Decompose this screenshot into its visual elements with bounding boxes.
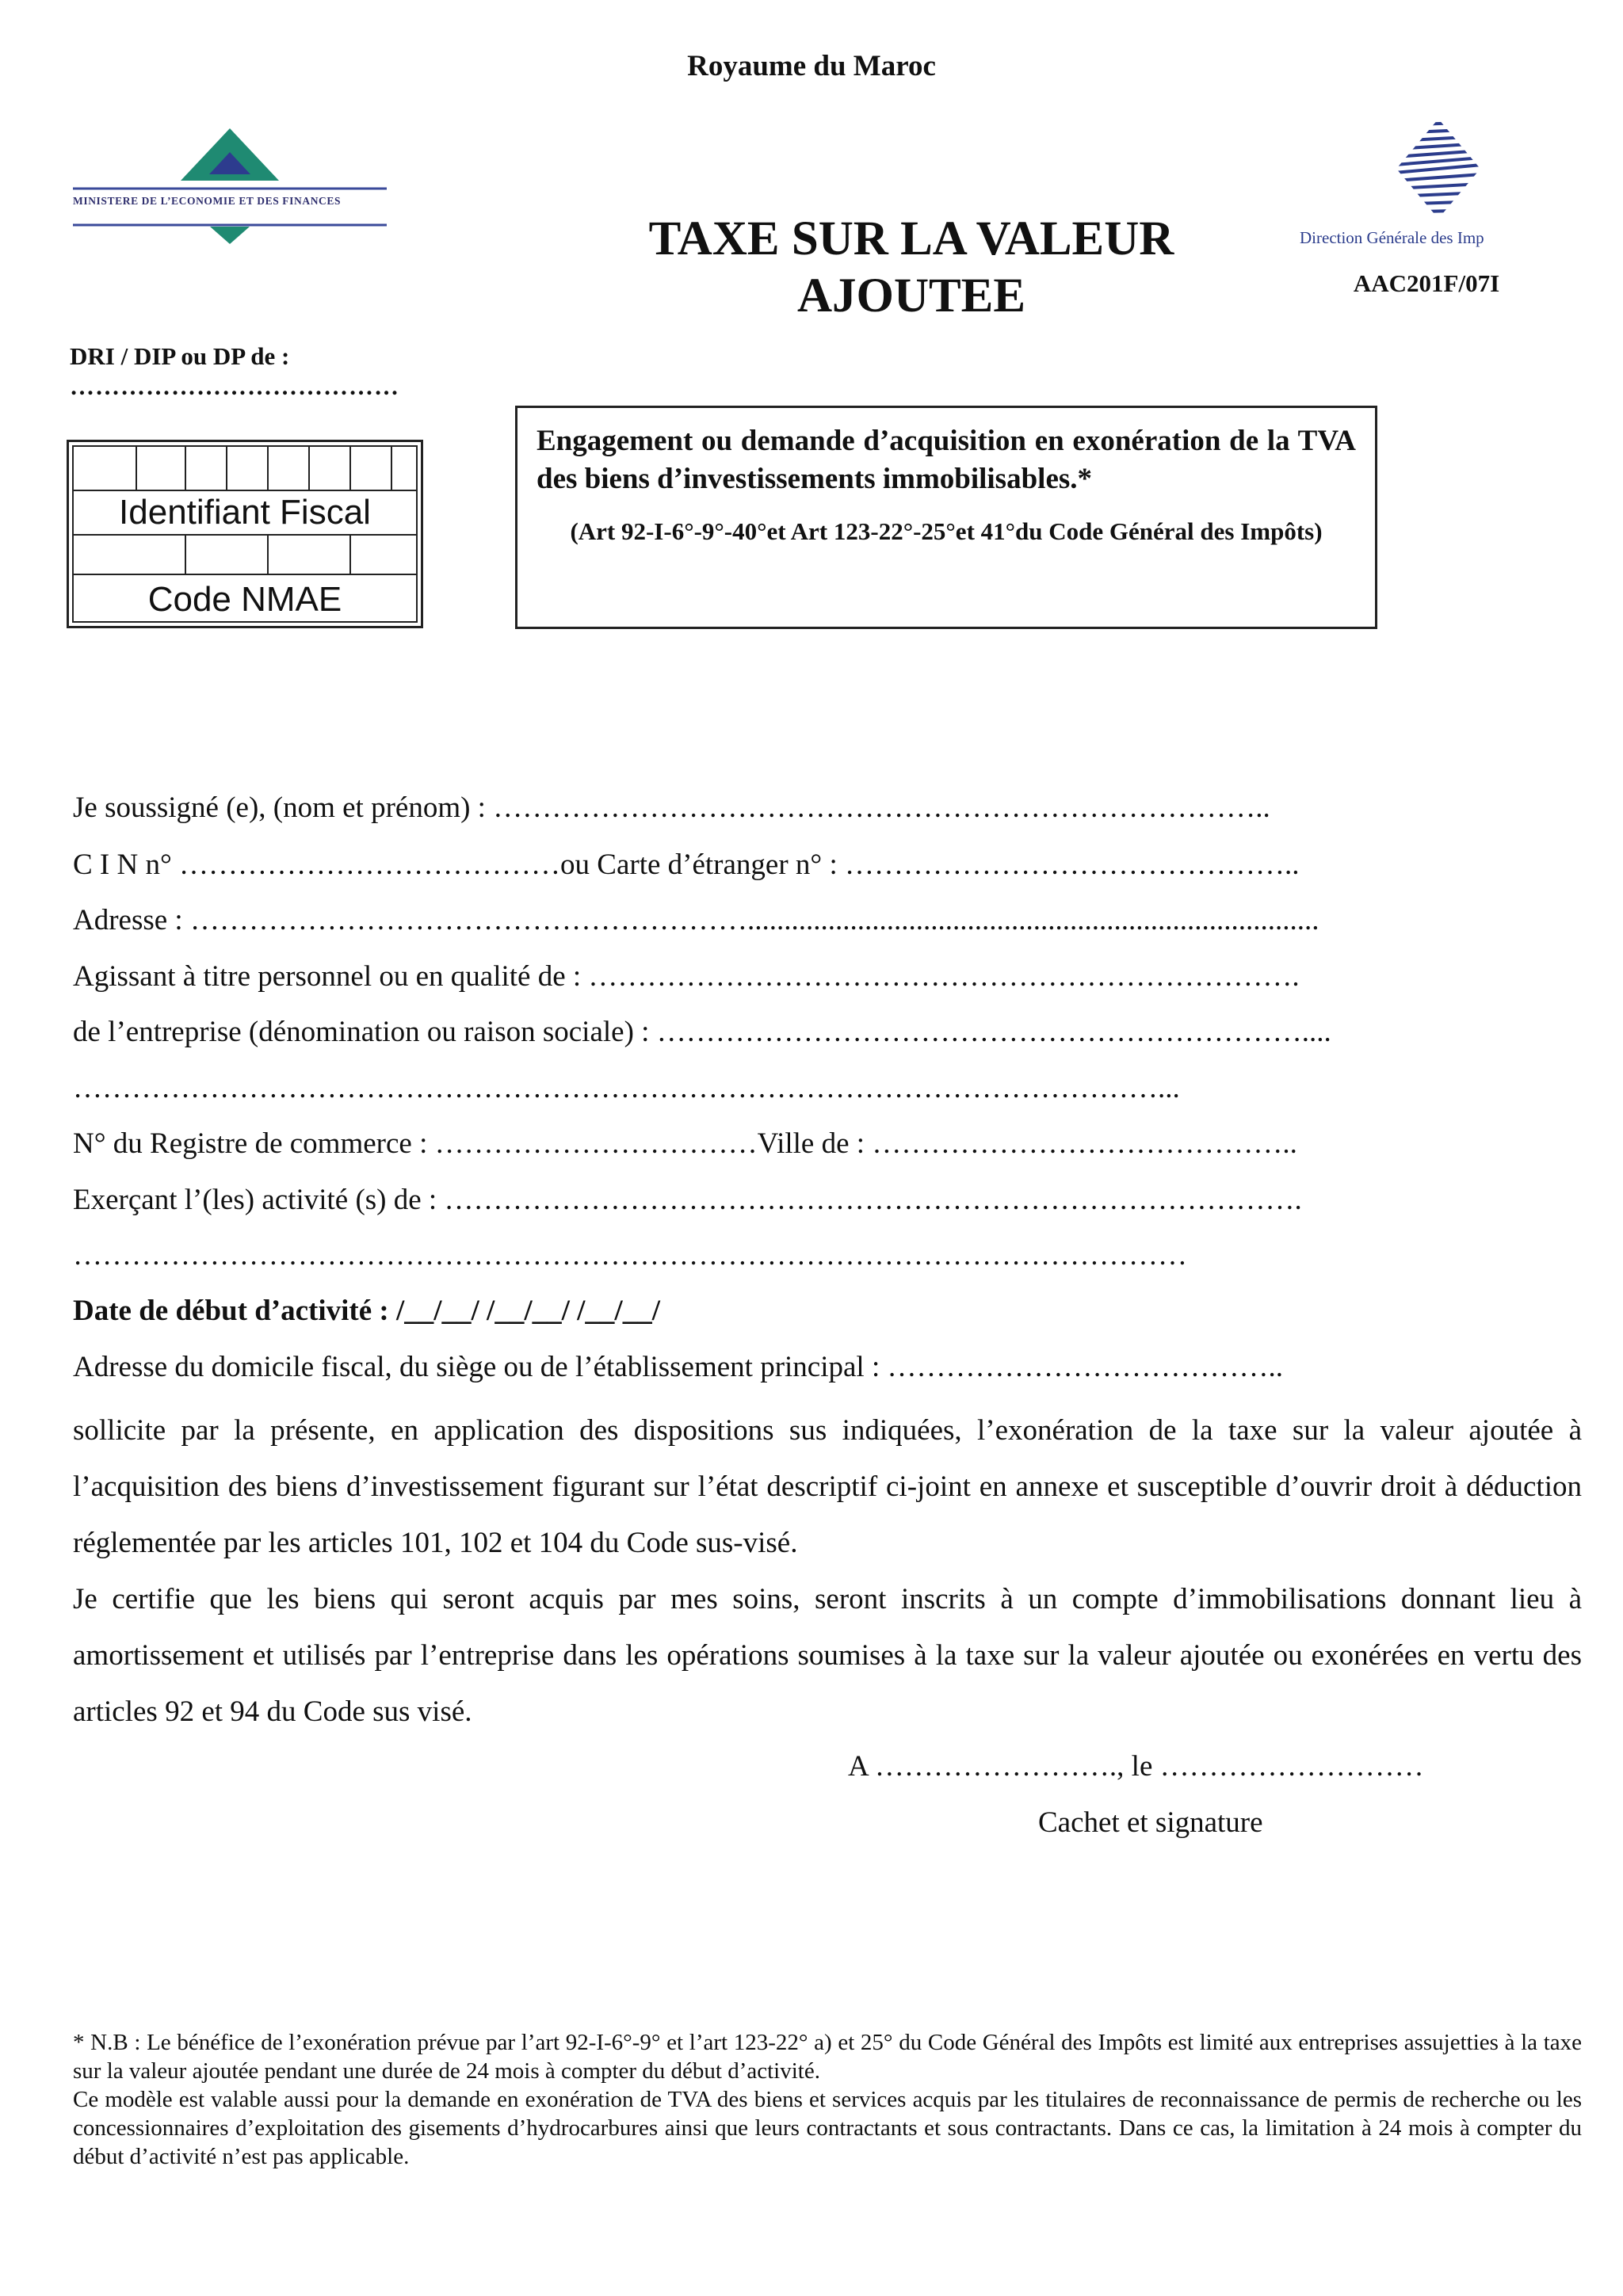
cin-field[interactable]: ………………………………… [179, 849, 561, 881]
form-line-cin [73, 848, 1300, 883]
country-heading: Royaume du Maroc [687, 50, 936, 82]
dri-field[interactable]: ………………………………… [70, 372, 399, 400]
dgi-diamond-logo-icon [1395, 117, 1482, 220]
cin-label: C I N n° [73, 849, 180, 881]
form-line-company [73, 1015, 1331, 1050]
dgi-logo [1300, 117, 1553, 260]
form-line-activity [73, 1183, 1302, 1218]
registry-field[interactable]: …………………………… [434, 1127, 758, 1160]
nmae-cells[interactable] [74, 534, 416, 575]
fiscal-id-cell[interactable] [137, 447, 186, 490]
footnote-line-2: Ce modèle est valable aussi pour la demande en exonération de TVA des biens et services acquis par les titulaires de reconnaissance de permis de recherche ou les concessionnaires d’exploitation des gisements d’hydrocarbures ainsi que leurs contractants et sous contractants. Dans ce cas, la limitation à 24 mois à compter du début d’activité n’est pas applicable. [73, 2087, 1582, 2169]
fiscal-id-cell[interactable] [269, 447, 310, 490]
fiscal-id-cell[interactable] [310, 447, 351, 490]
nmae-cell[interactable] [351, 534, 416, 574]
fiscal-id-cell[interactable] [227, 447, 269, 490]
document-code: AAC201F/07I [1353, 269, 1500, 297]
footnote [73, 2028, 1582, 2171]
activity-label: Exerçant l’(les) activité (s) de : [73, 1184, 445, 1216]
engagement-title: Engagement ou demande d’acquisition en exonération de la TVA des biens d’investissements immobilisables.* [537, 425, 1356, 495]
company-field[interactable]: ………………………………………………………….... [656, 1016, 1331, 1048]
city-label: Ville de : [757, 1127, 873, 1160]
identification-box [67, 440, 423, 628]
nmae-label-row [74, 574, 416, 624]
ministry-logo-icon [71, 125, 388, 244]
title-line-2: AJOUTEE [796, 269, 1026, 322]
form-line-capacity [73, 959, 1300, 994]
form-line-fiscal-address [73, 1350, 1283, 1385]
name-field[interactable]: …………………………………………………………………….. [493, 791, 1270, 824]
registry-label: N° du Registre de commerce : [73, 1127, 435, 1160]
fiscal-id-cell[interactable] [392, 447, 416, 490]
declaration-paragraph-2: Je certifie que les biens qui seront acquis par mes soins, seront inscrits à un compte d’immobilisations donnant lieu à amortissement et utilisés par l’entreprise dans les opérations soumises à la taxe sur la valeur ajoutée ou exonérées en vertu des articles 92 et 94 du Code sus visé. [73, 1583, 1582, 1728]
fiscal-id-cell[interactable] [74, 447, 137, 490]
company-field-continued[interactable]: …………………………………………………………………………………………………... [73, 1072, 1180, 1104]
ministry-logo-text: MINISTERE DE L’ECONOMIE ET DES FINANCES [73, 195, 342, 207]
activity-field[interactable]: ……………………………………………………………………………. [444, 1184, 1302, 1216]
declaration-paragraph-1: sollicite par la présente, en application des dispositions sus indiquées, l’exonération de la taxe sur la valeur ajoutée à l’acquisition des biens d’investissement figurant sur l’état descriptif ci-joint en annexe et susceptible d’ouvrir droit à déduction réglementée par les articles 101, 102 et 104 du Code sus-visé. [73, 1414, 1582, 1559]
start-date-field[interactable]: Date de début d’activité : /__/__/ /__/__/ /__/__/ [73, 1295, 660, 1327]
fiscal-id-cell[interactable] [351, 447, 392, 490]
nmae-cell[interactable] [186, 534, 269, 574]
declaration-text [73, 1402, 1582, 1740]
ministry-logo [71, 125, 388, 244]
foreign-card-field[interactable]: ……………………………………….. [845, 849, 1300, 881]
form-line-company-continued [73, 1071, 1180, 1106]
fiscal-id-label: Identifiant Fiscal [119, 493, 371, 532]
fiscal-address-field[interactable]: ………………………………….. [887, 1351, 1283, 1383]
footnote-line-1: * N.B : Le bénéfice de l’exonération prévue par l’art 92-I-6°-9° et l’art 123-22° a) et 25° du Code Général des Impôts est limité aux entreprises assujetties à la taxe sur la valeur ajoutée pendant une durée de 24 mois à compter du début d’activité. [73, 2030, 1582, 2084]
foreign-card-label: ou Carte d’étranger n° : [560, 849, 845, 881]
signature-label: Cachet et signature [1038, 1806, 1263, 1839]
activity-field-continued[interactable]: …………………………………………………………………………………………………… [73, 1239, 1187, 1272]
dgi-logo-text: Direction Générale des Imp [1300, 228, 1484, 247]
company-label: de l’entreprise (dénomination ou raison sociale) : [73, 1016, 657, 1048]
nmae-cell[interactable] [74, 534, 186, 574]
capacity-label: Agissant à titre personnel ou en qualité de : [73, 960, 589, 993]
name-label: Je soussigné (e), (nom et prénom) : [73, 791, 494, 824]
engagement-box [515, 406, 1377, 629]
form-line-name [73, 791, 1270, 826]
place-date-field[interactable]: A ……………………., le ……………………… [848, 1750, 1424, 1783]
page-title [555, 211, 1268, 325]
form-line-registry [73, 1127, 1297, 1161]
nmae-cell[interactable] [269, 534, 351, 574]
title-line-1: TAXE SUR LA VALEUR [648, 212, 1174, 265]
fiscal-id-cell[interactable] [186, 447, 227, 490]
engagement-reference: (Art 92-I-6°-9°-40°et Art 123-22°-25°et 41°du Code Général des Impôts) [570, 517, 1323, 545]
address-field[interactable]: ………………………………………………….............................................................................. [189, 904, 1319, 936]
fiscal-id-label-row [74, 490, 416, 536]
fiscal-address-label: Adresse du domicile fiscal, du siège ou de l’établissement principal : [73, 1351, 888, 1383]
city-field[interactable]: …………………………………….. [872, 1127, 1297, 1160]
address-label: Adresse : [73, 904, 190, 936]
nmae-label: Code NMAE [147, 580, 342, 619]
form-line-activity-continued [73, 1238, 1187, 1273]
capacity-field[interactable]: ………………………………………………………………. [588, 960, 1300, 993]
form-line-address [73, 903, 1319, 938]
dri-label: DRI / DIP ou DP de : [70, 342, 290, 370]
fiscal-id-cells[interactable] [74, 447, 416, 491]
